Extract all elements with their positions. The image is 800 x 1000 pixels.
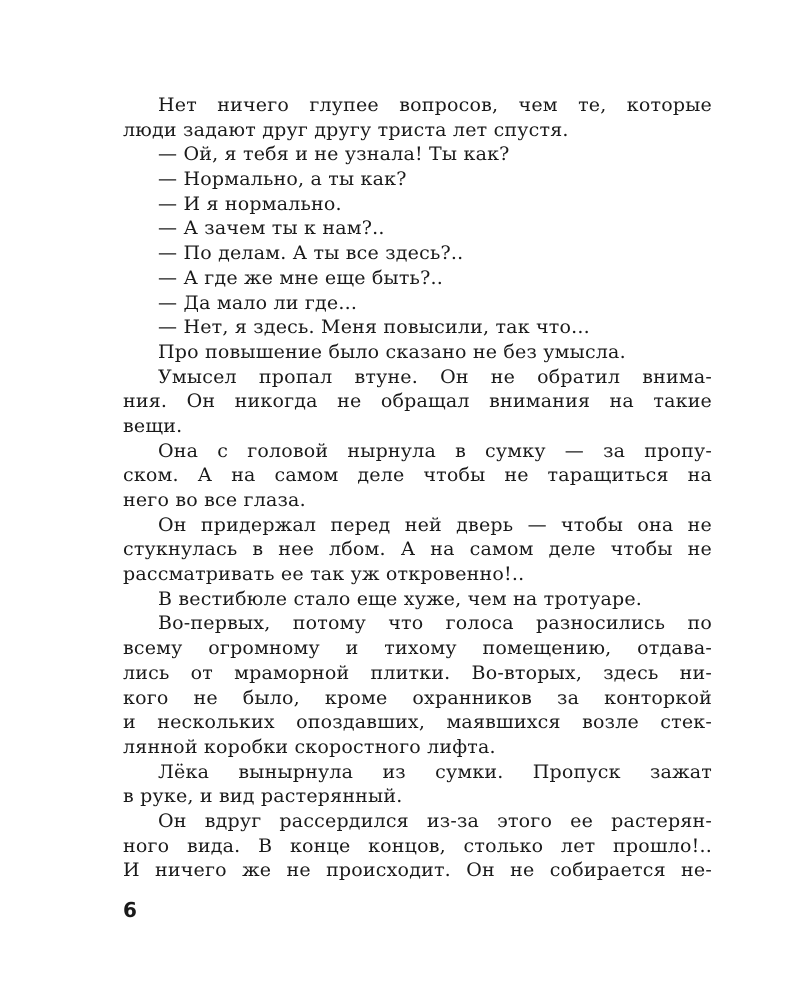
text-line: Нет ничего глупее вопросов, чем те, которые [158,94,712,116]
text-line: кого не было, кроме охранников за конторкой [123,686,712,709]
text-line: — А где же мне еще быть?.. [158,266,443,289]
text-line: ния. Он никогда не обращал внимания на такие [123,390,712,413]
text-line: всему огромному и тихому помещению, отдава- [123,637,712,660]
page-number: 6 [123,898,137,922]
text-line: рассматривать ее так уж откровенно!.. [123,563,525,586]
text-line: лись от мраморной плитки. Во-вторых, здесь ни- [123,661,712,684]
text-line: — Нормально, а ты как? [158,168,407,191]
text-line: Он вдруг рассердился из-за этого ее растерян- [158,809,712,832]
text-line: ском. А на самом деле чтобы не таращиться на [123,464,712,487]
text-line: — И я нормально. [158,192,342,215]
text-line: — По делам. А ты все здесь?.. [158,242,464,265]
text-line: — Ой, я тебя и не узнала! Ты как? [158,143,510,166]
text-line: — Да мало ли где... [158,291,358,314]
text-line: Умысел пропал втуне. Он не обратил внима- [158,365,712,388]
body-text [123,93,712,883]
text-line: лянной коробки скоростного лифта. [123,735,496,758]
text-line: — Нет, я здесь. Меня повысили, так что... [158,316,590,339]
text-line: Про повышение было сказано не без умысла. [158,340,626,363]
text-line: него во все глаза. [123,489,306,511]
text-line: Он придержал перед ней дверь — чтобы она не [158,513,712,536]
text-line: и нескольких опоздавших, маявшихся возле стек- [123,711,712,734]
text-line: вещи. [123,414,183,437]
text-line: Во-первых, потому что голоса разносились по [158,612,712,635]
text-line: — А зачем ты к нам?.. [158,217,385,240]
text-line: ного вида. В конце концов, столько лет прошло!.. [123,834,712,857]
text-line: В вестибюле стало еще хуже, чем на тротуаре. [158,587,643,610]
text-line: Лёка вынырнула из сумки. Пропуск зажат [158,760,712,783]
text-line: в руке, и вид растерянный. [123,785,403,808]
text-line: стукнулась в нее лбом. А на самом деле чтобы не [123,538,712,561]
text-line: Она с головой нырнула в сумку — за пропу- [158,439,712,462]
text-line: люди задают друг другу триста лет спустя. [123,118,569,141]
text-line: И ничего же не происходит. Он не собирается не- [123,859,712,882]
